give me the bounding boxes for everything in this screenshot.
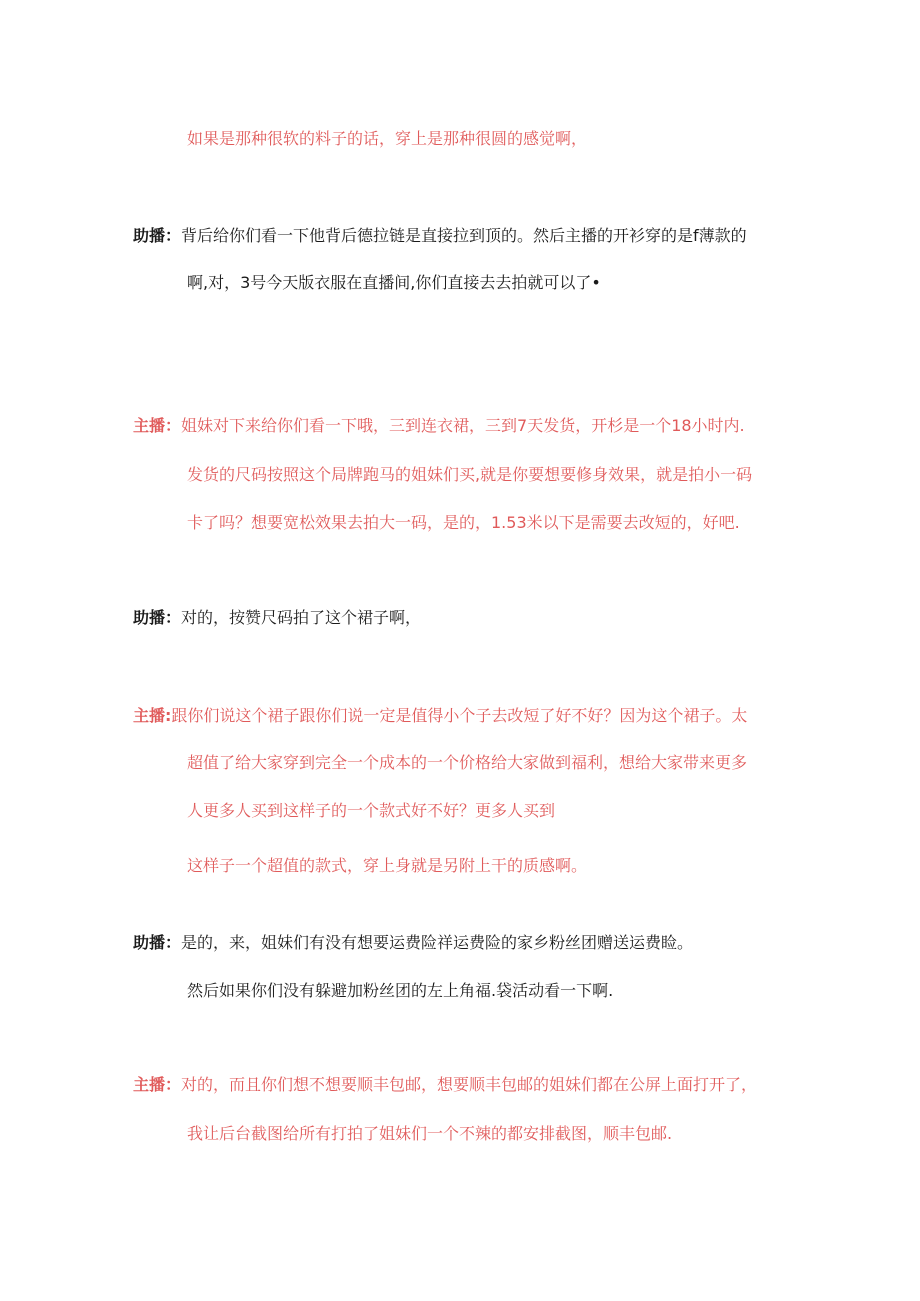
- transcript-line: [187, 752, 747, 774]
- line-text: 我让后台截图给所有打拍了姐妹们一个不辣的都安排截图，顺丰包邮.: [187, 1124, 673, 1143]
- transcript-line: [187, 272, 601, 294]
- line-text: 跟你们说这个裙子跟你们说一定是值得小个子去改短了好不好？因为这个裙子。太: [171, 706, 748, 725]
- line-text: 人更多人买到这样子的一个款式好不好？更多人买到: [187, 801, 556, 820]
- speaker-label: 主播：: [133, 416, 182, 435]
- speaker-label: 主播：: [133, 1075, 182, 1094]
- line-text: 是的，来，姐妹们有没有想要运费险祥运费险的家乡粉丝团赠送运费睑。: [181, 933, 694, 952]
- line-text: 这样子一个超值的款式，穿上身就是另附上干的质感啊。: [187, 856, 588, 875]
- transcript-line: [187, 855, 587, 877]
- transcript-line: [133, 415, 745, 437]
- line-text: 啊,对，3号今天版衣服在直播间,你们直接去去拍就可以了•: [187, 273, 601, 292]
- speaker-label: 助播：: [133, 608, 182, 627]
- transcript-line: [187, 128, 587, 150]
- line-text: 然后如果你们没有躲避加粉丝团的左上角福.袋活动看一下啊.: [187, 981, 614, 1000]
- line-text: 对的，按赞尺码拍了这个裙子啊，: [181, 608, 422, 627]
- speaker-label: 主播:: [133, 706, 172, 725]
- transcript-line: [187, 1123, 672, 1145]
- speaker-label: 助播：: [133, 226, 182, 245]
- line-text: 对的，而且你们想不想要顺丰包邮，想要顺丰包邮的姐妹们都在公屏上面打开了，: [181, 1075, 758, 1094]
- transcript-line: [133, 1074, 757, 1096]
- transcript-line: [133, 225, 747, 247]
- transcript-line: [187, 464, 752, 486]
- transcript-line: [133, 705, 747, 727]
- speaker-label: 助播：: [133, 933, 182, 952]
- line-text: 如果是那种很软的料子的话，穿上是那种很圆的感觉啊，: [187, 129, 588, 148]
- transcript-line: [187, 800, 555, 822]
- transcript-line: [187, 512, 740, 534]
- line-text: 超值了给大家穿到完全一个成本的一个价格给大家做到福利，想给大家带来更多: [187, 753, 748, 772]
- line-text: 发货的尺码按照这个局牌跑马的姐妹们买,就是你要想要修身效果，就是拍小一码: [187, 465, 753, 484]
- line-text: 卡了吗？想要宽松效果去拍大一码，是的，1.53米以下是需要去改短的，好吧.: [187, 513, 740, 532]
- line-text: 姐妹对下来给你们看一下哦，三到连衣裙，三到7天发货，开杉是一个18小时内.: [181, 416, 745, 435]
- transcript-line: [133, 932, 693, 954]
- line-text: 背后给你们看一下他背后德拉链是直接拉到顶的。然后主播的开衫穿的是f薄款的: [181, 226, 747, 245]
- transcript-line: [187, 980, 613, 1002]
- transcript-line: [133, 607, 421, 629]
